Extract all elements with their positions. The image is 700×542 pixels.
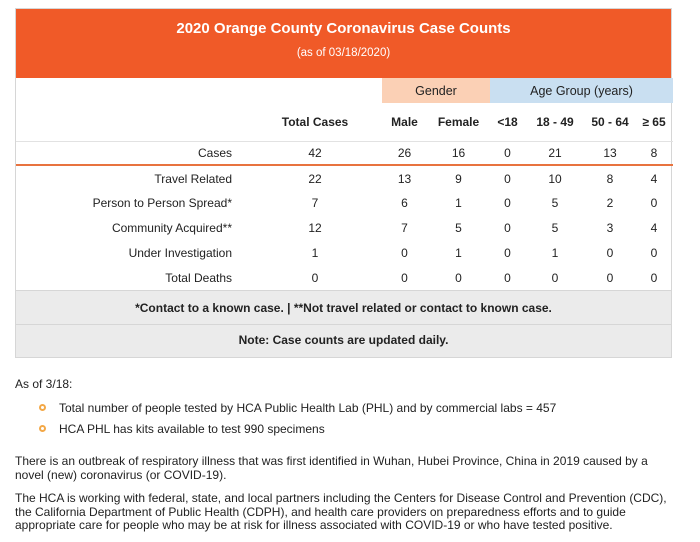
column-header-female: Female [427,103,490,141]
cell-female: 9 [455,172,462,186]
table-row-community-acquired [16,215,673,240]
column-header-total: Total Cases [248,103,382,141]
table-row-under-investigation [16,240,673,265]
cell-50-64: 3 [606,220,614,235]
row-label: Under Investigation [128,245,232,260]
cell-65-plus: 0 [650,245,658,260]
row-label: Person to Person Spread* [92,195,232,210]
cell-under-18: 0 [504,220,511,235]
update-note: Note: Case counts are updated daily. [16,324,671,357]
cell-male: 7 [401,220,408,235]
cell-18-49: 1 [551,245,559,260]
row-label: Total Deaths [165,270,232,285]
list-item [39,422,556,443]
gender-group-header: Gender [382,78,490,103]
cell-female: 0 [455,270,462,285]
cell-female: 16 [427,141,490,165]
as-of-label: As of 3/18: [15,377,73,391]
column-header-65-plus: ≥ 65 [635,103,673,141]
case-counts-card [15,8,672,358]
cell-female: 1 [455,195,462,210]
cell-50-64: 0 [606,245,614,260]
hca-paragraph: The HCA is working with federal, state, and local partners including the Centers for Disease Control and Prevention (CDC), the California Department of Public Health (CDPH), and health care providers on preparedness efforts and to guide appropriate care for people who may be at risk for illness associated with COVID-19 or who have tested positive. [15,491,667,532]
table-row-cases [16,141,673,165]
cell-under-18: 0 [504,270,511,285]
bullet-circle-icon [39,404,46,411]
cell-18-49: 0 [551,270,559,285]
cell-male: 6 [401,195,408,210]
cell-50-64: 0 [606,270,614,285]
cell-65-plus: 0 [650,270,658,285]
testing-bullet-list [39,401,556,443]
column-header-male: Male [382,103,427,141]
cell-18-49: 5 [551,220,559,235]
row-label: Travel Related [154,172,232,186]
title-banner [16,9,671,78]
column-header-50-64: 50 - 64 [585,103,635,141]
table-row-total-deaths [16,265,673,290]
group-header-row [16,78,673,103]
row-label: Cases [16,141,248,165]
cell-total: 1 [311,245,319,260]
bullet-text: Total number of people tested by HCA Public Health Lab (PHL) and by commercial labs = 457 [59,401,557,415]
bullet-circle-icon [39,425,46,432]
case-counts-table [16,78,673,290]
cell-18-49: 5 [551,195,559,210]
list-item [39,401,556,422]
outbreak-paragraph: There is an outbreak of respiratory illness that was first identified in Wuhan, Hubei Province, China in 2019 caused by a novel (new) coronavirus (or COVID-19). [15,454,648,482]
cell-50-64: 8 [606,172,614,186]
table-footnote: *Contact to a known case. | **Not travel related or contact to known case. [16,290,671,324]
cell-total: 12 [308,220,322,235]
cell-male: 0 [401,270,408,285]
cell-male: 0 [401,245,408,260]
cell-18-49: 21 [525,141,585,165]
table-subtitle: (as of 03/18/2020) [296,47,391,59]
cell-female: 5 [455,220,462,235]
cell-total: 42 [248,141,382,165]
cell-total: 0 [311,270,319,285]
column-header-18-49: 18 - 49 [525,103,585,141]
bullet-text: HCA PHL has kits available to test 990 specimens [59,422,325,436]
cell-male: 13 [397,172,412,186]
cell-male: 26 [382,141,427,165]
cell-18-49: 10 [548,172,562,186]
column-header-under-18: <18 [490,103,525,141]
cell-65-plus: 4 [650,220,658,235]
cell-50-64: 2 [606,195,614,210]
row-label: Community Acquired** [111,220,232,235]
cell-under-18: 0 [504,172,511,186]
cell-65-plus: 8 [635,141,673,165]
table-row-travel-related [16,165,673,190]
cell-under-18: 0 [490,141,525,165]
cell-under-18: 0 [504,245,511,260]
column-header-row [16,103,673,141]
cell-female: 1 [455,245,462,260]
cell-total: 7 [311,195,319,210]
cell-50-64: 13 [585,141,635,165]
cell-65-plus: 0 [650,195,658,210]
cell-total: 22 [308,172,322,186]
cell-65-plus: 4 [650,172,658,186]
table-row-person-to-person [16,190,673,215]
age-group-header: Age Group (years) [490,78,673,103]
cell-under-18: 0 [504,195,511,210]
table-title: 2020 Orange County Coronavirus Case Counts [176,20,511,37]
